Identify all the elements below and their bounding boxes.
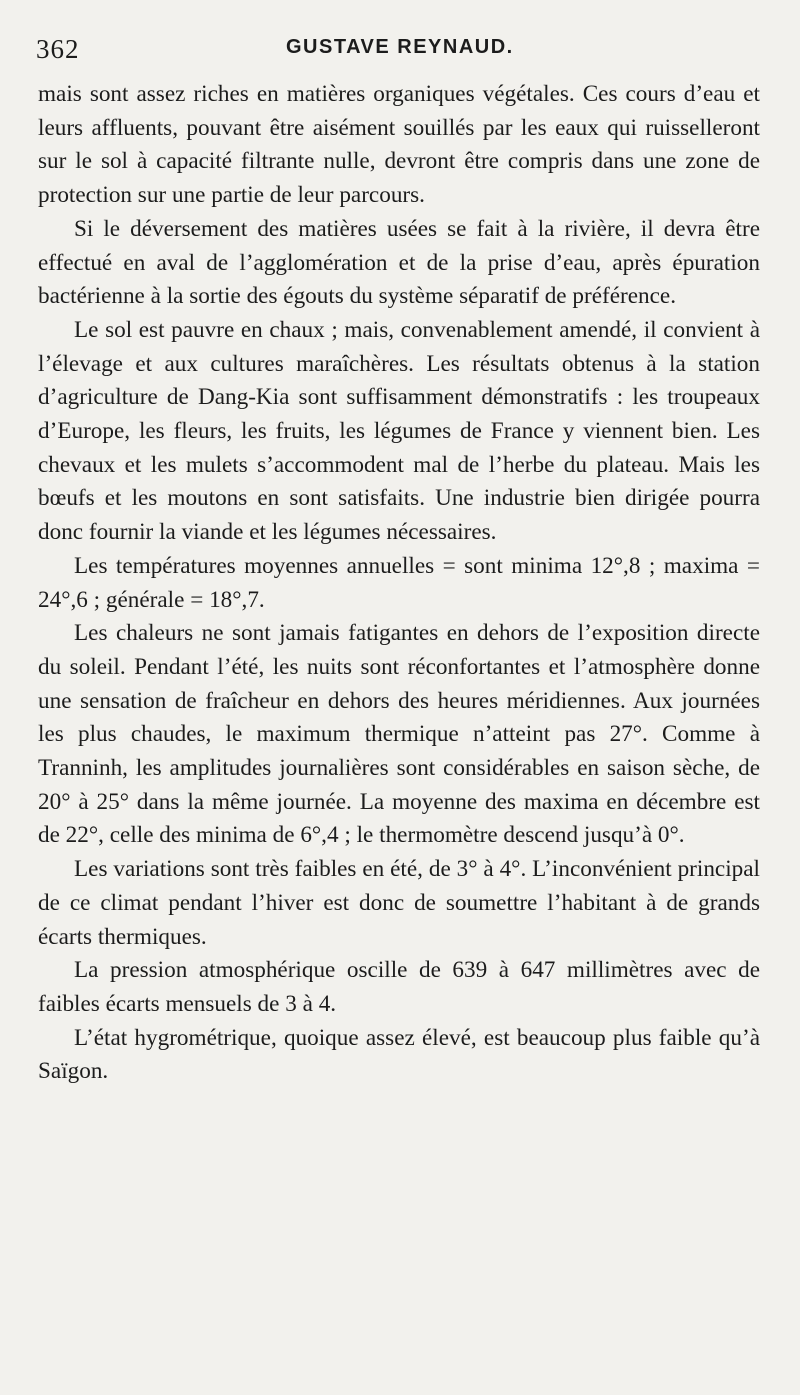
paragraph: Les températures moyennes annuelles = sont minima 12°,8 ; maxima = 24°,6 ; générale = 18°,7. [38, 552, 760, 613]
body-text [38, 78, 760, 1089]
paragraph: La pression atmosphérique oscille de 639 à 647 millimètres avec de faibles écarts mensuels de 3 à 4. [38, 957, 760, 1017]
paragraph: Les variations sont très faibles en été, de 3° à 4°. L’inconvénient principal de ce climat pendant l’hiver est donc de soumettre l’habitant à de grands écarts thermiques. [38, 856, 760, 950]
paragraph: L’état hygrométrique, quoique assez élevé, est beaucoup plus faible qu’à Saïgon. [38, 1024, 760, 1085]
page-number: 362 [36, 34, 80, 64]
paragraph: Le sol est pauvre en chaux ; mais, convenablement amendé, il convient à l’élevage et aux cultures maraîchères. Les résultats obtenus à la station d’agriculture de Dang-Kia sont suffisamment démonstratifs : les troupeaux d’Europe, les fleurs, les fruits, les légumes de France y viennent bien. Les chevaux et les mulets s’accommodent mal de l’herbe du plateau. Mais les bœufs et les moutons en sont satisfaits. Une industrie bien dirigée pourra donc fournir la viande et les légumes nécessaires. [38, 316, 760, 546]
paragraph: Les chaleurs ne sont jamais fatigantes en dehors de l’exposition directe du soleil. Pendant l’été, les nuits sont réconfortantes et l’atmosphère donne une sensation de fraîcheur en dehors des heures méridiennes. Aux journées les plus chaudes, le maximum thermique n’atteint pas 27°. Comme à Tranninh, les amplitudes journalières sont considérables en saison sèche, de 20° à 25° dans la même journée. La moyenne des maxima en décembre est de 22°, celle des minima de 6°,4 ; le thermomètre descend jusqu’à 0°. [38, 620, 760, 849]
running-head [36, 34, 758, 66]
paragraph: Si le déversement des matières usées se fait à la rivière, il devra être effectué en aval de l’agglomération et de la prise d’eau, après épuration bactérienne à la sortie des égouts du système séparatif de préférence. [38, 215, 760, 310]
running-title: GUSTAVE REYNAUD. [286, 36, 514, 58]
paragraph-continuation: mais sont assez riches en matières organiques végétales. Ces cours d’eau et leurs affluents, pouvant être aisément souillés par les eaux qui ruisselleront sur le sol à capacité filtrante nulle, devront être compris dans une zone de protection sur une partie de leur parcours. [38, 81, 760, 209]
